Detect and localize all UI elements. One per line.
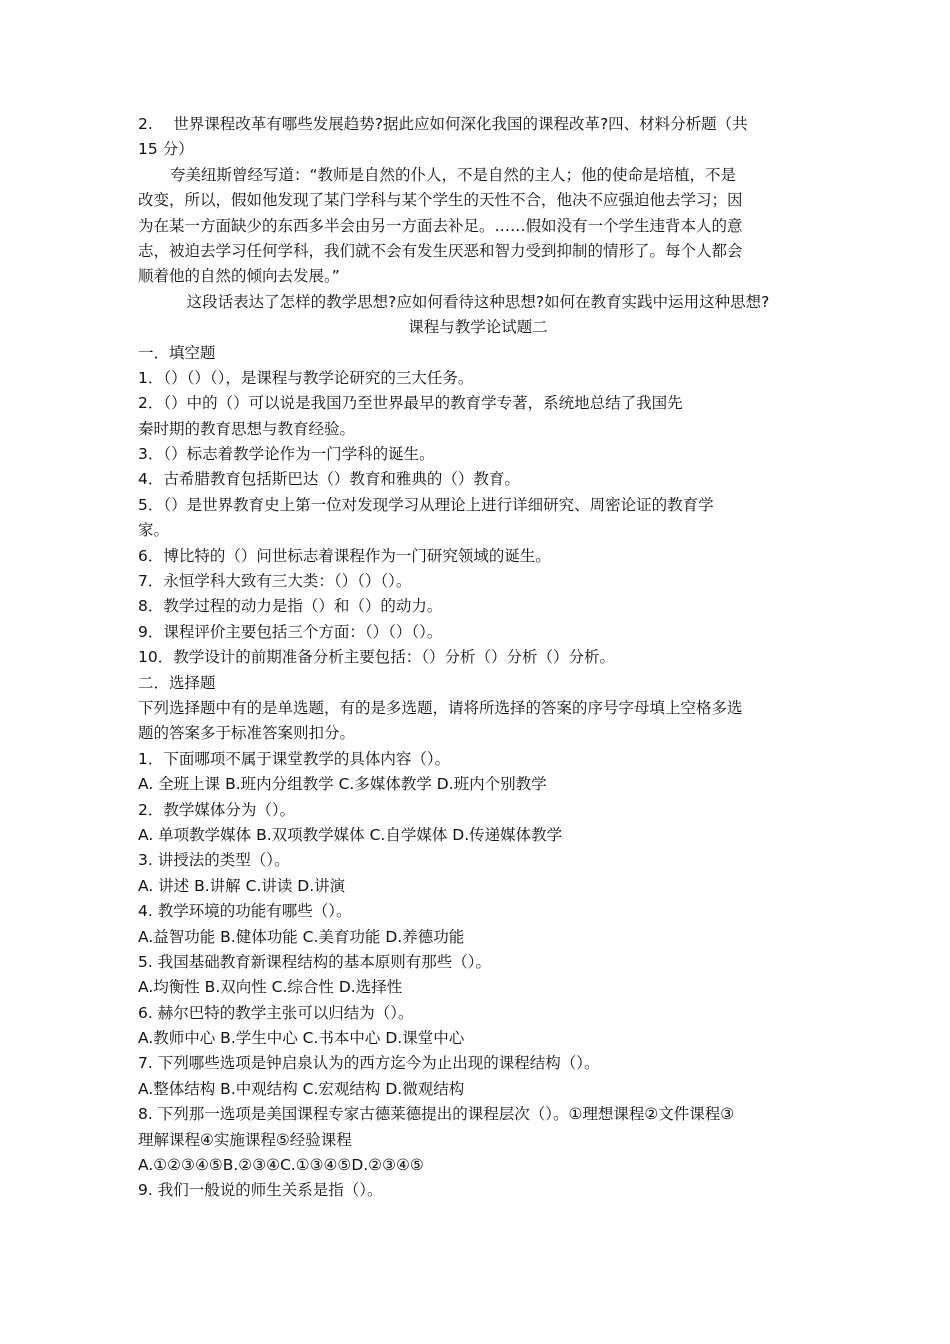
question-line: 3. 讲授法的类型（）。 [138, 851, 290, 870]
exam-title: 课程与教学论试题二 [408, 318, 548, 337]
quote-line: 夸美纽斯曾经写道：“教师是自然的仆人，不是自然的主人；他的使命是培植，不是 [170, 165, 737, 184]
question-line: 8．教学过程的动力是指（）和（）的动力。 [138, 597, 443, 616]
material-question: 这段话表达了怎样的教学思想?应如何看待这种思想?如何在教育实践中运用这种思想? [186, 292, 770, 311]
options-line: A.益智功能 B.健体功能 C.美育功能 D.养德功能 [138, 927, 465, 946]
question-line: 5．（）是世界教育史上第一位对发现学习从理论上进行详细研究、周密论证的教育学 [138, 495, 714, 514]
question-line: 1．（）（）（），是课程与教学论研究的三大任务。 [138, 368, 474, 387]
document-page [138, 112, 818, 1204]
question-line: 理解课程④实施课程⑤经验课程 [138, 1130, 352, 1149]
options-line: A. 单项教学媒体 B.双项教学媒体 C.自学媒体 D.传递媒体教学 [138, 825, 563, 844]
options-line: A.①②③④⑤B.②③④C.①③④⑤D.②③④⑤ [138, 1156, 424, 1175]
quote-line: 顺着他的自然的倾向去发展。” [138, 267, 340, 286]
options-line: A. 讲述 B.讲解 C.讲读 D.讲演 [138, 876, 346, 895]
question-line: 6．博比特的（）问世标志着课程作为一门研究领域的诞生。 [138, 546, 551, 565]
question-line: 9. 我们一般说的师生关系是指（）。 [138, 1181, 383, 1200]
instruction-line: 题的答案多于标准答案则扣分。 [138, 724, 356, 743]
question-line: 8. 下列那一选项是美国课程专家古德莱德提出的课程层次（）。①理想课程②文件课程③ [138, 1105, 735, 1124]
section-heading: 二．选择题 [138, 673, 216, 692]
question-line: 5. 我国基础教育新课程结构的基本原则有那些（）。 [138, 952, 491, 971]
question-line: 10．教学设计的前期准备分析主要包括：（）分析（）分析（）分析。 [138, 648, 615, 667]
question-line: 6. 赫尔巴特的教学主张可以归结为（）。 [138, 1003, 414, 1022]
quote-line: 改变，所以，假如他发现了某门学科与某个学生的天性不合，他决不应强迫他去学习；因 [138, 191, 743, 210]
question-line: 2．教学媒体分为（）。 [138, 800, 296, 819]
options-line: A. 全班上课 B.班内分组教学 C.多媒体教学 D.班内个别教学 [138, 775, 547, 794]
quote-paragraph [138, 163, 818, 290]
quote-line: 为在某一方面缺少的东西多半会由另一方面去补足。……假如没有一个学生违背本人的意 [138, 216, 743, 235]
options-line: A.整体结构 B.中观结构 C.宏观结构 D.微观结构 [138, 1079, 465, 1098]
instruction-line: 下列选择题中有的是单选题，有的是多选题，请将所选择的答案的序号字母填上空格多选 [138, 698, 743, 717]
options-line: A.教师中心 B.学生中心 C.书本中心 D.课堂中心 [138, 1029, 465, 1048]
section-multiple-choice [138, 671, 818, 1204]
question-line: 4. 教学环境的功能有哪些（）。 [138, 902, 352, 921]
section-heading: 一．填空题 [138, 343, 216, 362]
section-fill-in-blanks [138, 341, 818, 671]
question-line: 秦时期的教育思想与教育经验。 [138, 419, 356, 438]
options-line: A.均衡性 B.双向性 C.综合性 D.选择性 [138, 978, 403, 997]
question-line: 4．古希腊教育包括斯巴达（）教育和雅典的（）教育。 [138, 470, 520, 489]
quote-line: 志，被迫去学习任何学科，我们就不会有发生厌恶和智力受到抑制的情形了。每个人都会 [138, 241, 743, 260]
question-line: 3．（）标志着教学论作为一门学科的诞生。 [138, 445, 435, 464]
question-line: 2．（）中的（）可以说是我国乃至世界最早的教育学专著，系统地总结了我国先 [138, 394, 683, 413]
question-line: 7. 下列哪些选项是钟启泉认为的西方迄今为止出现的课程结构（）。 [138, 1054, 600, 1073]
question-line: 家。 [138, 521, 170, 540]
essay-question-2-line-2: 15 分） [138, 140, 194, 159]
question-line: 9．课程评价主要包括三个方面：（）（）（）。 [138, 622, 443, 641]
essay-question-2-line-1: 2. 世界课程改革有哪些发展趋势?据此应如何深化我国的课程改革?四、材料分析题（共 [138, 115, 748, 133]
question-line: 1．下面哪项不属于课堂教学的具体内容（）。 [138, 749, 451, 768]
question-line: 7．永恒学科大致有三大类：（）（）（）。 [138, 572, 412, 591]
